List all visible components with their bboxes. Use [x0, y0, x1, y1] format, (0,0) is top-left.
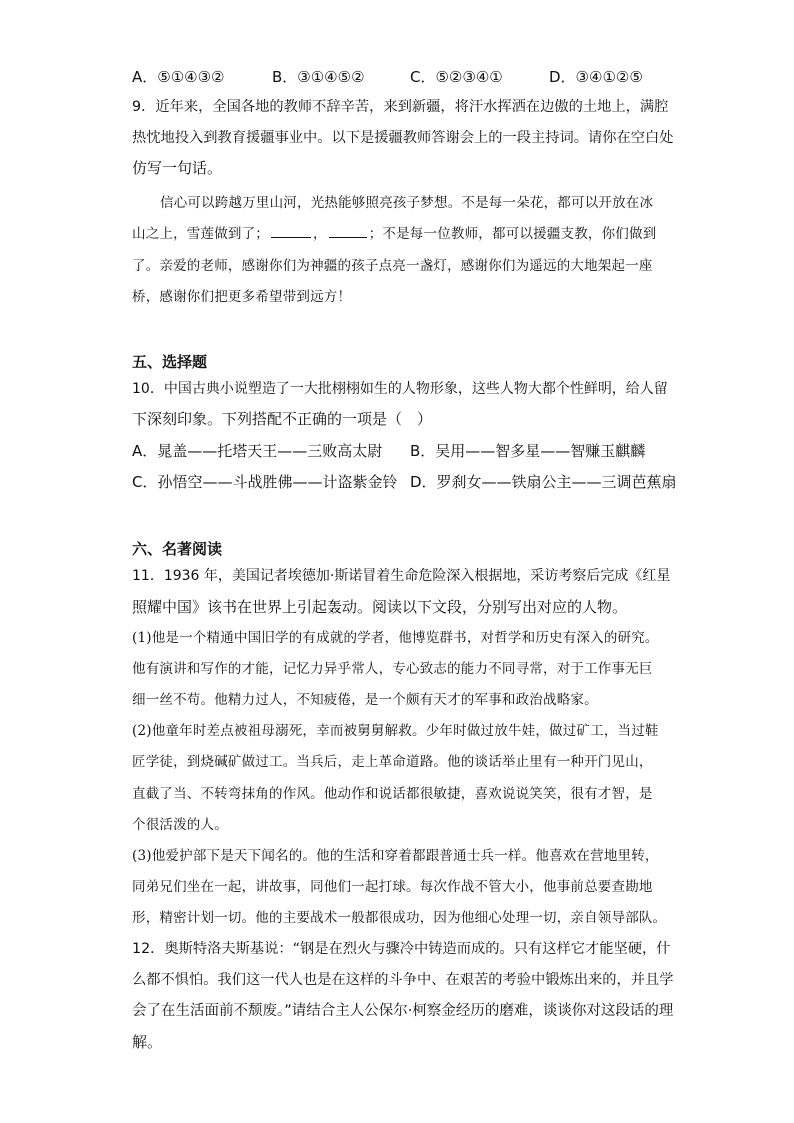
answer-blank-1[interactable] — [271, 223, 311, 238]
q9-passage-line-4: 桥，感谢你们把更多希望带到远方！ — [132, 289, 352, 305]
q9-passage-line-3: 了。亲爱的老师，感谢你们为神疆的孩子点亮一盏灯，感谢你们为遥远的大地架起一座 — [132, 258, 653, 274]
q11-stem-line-2: 照耀中国》该书在世界上引起轰动。阅读以下文段，分别写出对应的人物。 — [132, 598, 628, 616]
q12-line-3: 会了在生活面前不颓废。”请结合主人公保尔·柯察金经历的磨难，谈谈你对这段话的理 — [132, 1003, 674, 1019]
q12-line-4: 解。 — [132, 1033, 163, 1051]
q11-passage-3-line-2: 同弟兄们坐在一起，讲故事，同他们一起打球。每次作战不管大小，他事前总要查勘地 — [132, 879, 653, 895]
q10-option-c: C．孙悟空——斗战胜佛——计盗紫金铃 — [132, 473, 398, 491]
q11-passage-1-line-1: (1)他是一个精通中国旧学的有成就的学者，他博览群书，对哲学和历史有深入的研究。 — [132, 630, 659, 646]
q8-option-c: C．⑤②③④① — [410, 68, 503, 86]
answer-blank-2[interactable] — [329, 223, 367, 238]
q11-passage-3-line-1: (3)他爱护部下是天下闻名的。他的生活和穿着都跟普通士兵一样。他喜欢在营地里转， — [132, 848, 659, 864]
q12-line-2: 么都不惧怕。我们这一代人也是在这样的斗争中、在艰苦的考验中锻炼出来的，并且学 — [132, 972, 674, 988]
q9-passage-sep: ， — [313, 226, 327, 242]
q8-option-b: B．③①④⑤② — [272, 68, 365, 86]
q11-stem-line-1: 11．1936 年，美国记者埃德加·斯诺冒着生命危险深入根据地，采访考察后完成《红星 — [132, 568, 671, 584]
section-6-heading: 六、名著阅读 — [132, 540, 223, 558]
q10-option-b: B．吴用——智多星——智赚玉麒麟 — [410, 442, 646, 460]
q10-option-d: D．罗刹女——铁扇公主——三调芭蕉扇 — [410, 473, 677, 491]
q12-line-1: 12．奥斯特洛夫斯基说：“钢是在烈火与骤冷中铸造而成的。只有这样它才能坚硬，什 — [132, 941, 671, 957]
q11-passage-3-line-3: 形，精密计划一切。他的主要战术一般都很成功，因为他细心处理一切，亲自领导部队。 — [132, 910, 667, 926]
q11-passage-2-line-2: 匠学徒，到烧碱矿做过工。当兵后，走上革命道路。他的谈话举止里有一种开门见山， — [132, 754, 653, 770]
q10-stem-line-1: 10．中国古典小说塑造了一大批栩栩如生的人物形象，这些人物大都个性鲜明，给人留 — [132, 381, 668, 397]
section-5-heading: 五、选择题 — [132, 353, 208, 371]
q9-passage-part-a: 山之上，雪莲做到了； — [132, 226, 269, 242]
q11-passage-1-line-3: 细一丝不苟。他精力过人，不知疲倦，是一个颇有天才的军事和政治战略家。 — [132, 692, 598, 708]
q9-stem-line-3: 仿写一句话。 — [132, 159, 223, 177]
q9-passage-line-2 — [132, 223, 656, 245]
q10-stem-line-2: 下深刻印象。下列搭配不正确的一项是（ ） — [132, 410, 433, 428]
q11-passage-1-line-2: 他有演讲和写作的才能，记忆力异乎常人，专心致志的能力不同寻常，对于工作事无巨 — [132, 661, 653, 677]
q9-passage-part-b: ；不是每一位教师，都可以援疆支教，你们做到 — [368, 226, 657, 242]
q8-option-a: A．⑤①④③② — [132, 68, 225, 86]
q11-passage-2-line-4: 个很活泼的人。 — [132, 817, 228, 833]
q10-option-a: A．晁盖——托塔天王——三败高太尉 — [132, 442, 383, 460]
q8-option-d: D．③④①②⑤ — [549, 68, 643, 86]
q11-passage-2-line-1: (2)他童年时差点被祖母溺死，幸而被舅舅解救。少年时做过放牛娃，做过矿工，当过鞋 — [132, 723, 659, 739]
q9-stem-line-1: 9．近年来，全国各地的教师不辞辛苦，来到新疆，将汗水挥洒在边傲的土地上，满腔 — [132, 99, 669, 115]
q9-passage-line-1: 信心可以跨越万里山河，光热能够照亮孩子梦想。不是每一朵花，都可以开放在冰 — [160, 195, 654, 211]
q9-stem-line-2: 热忱地投入到教育援疆事业中。以下是援疆教师答谢会上的一段主持词。请你在空白处 — [132, 130, 674, 146]
q11-passage-2-line-3: 直截了当、不转弯抹角的作风。他动作和说话都很敏捷，喜欢说说笑笑，很有才智，是 — [132, 786, 653, 802]
